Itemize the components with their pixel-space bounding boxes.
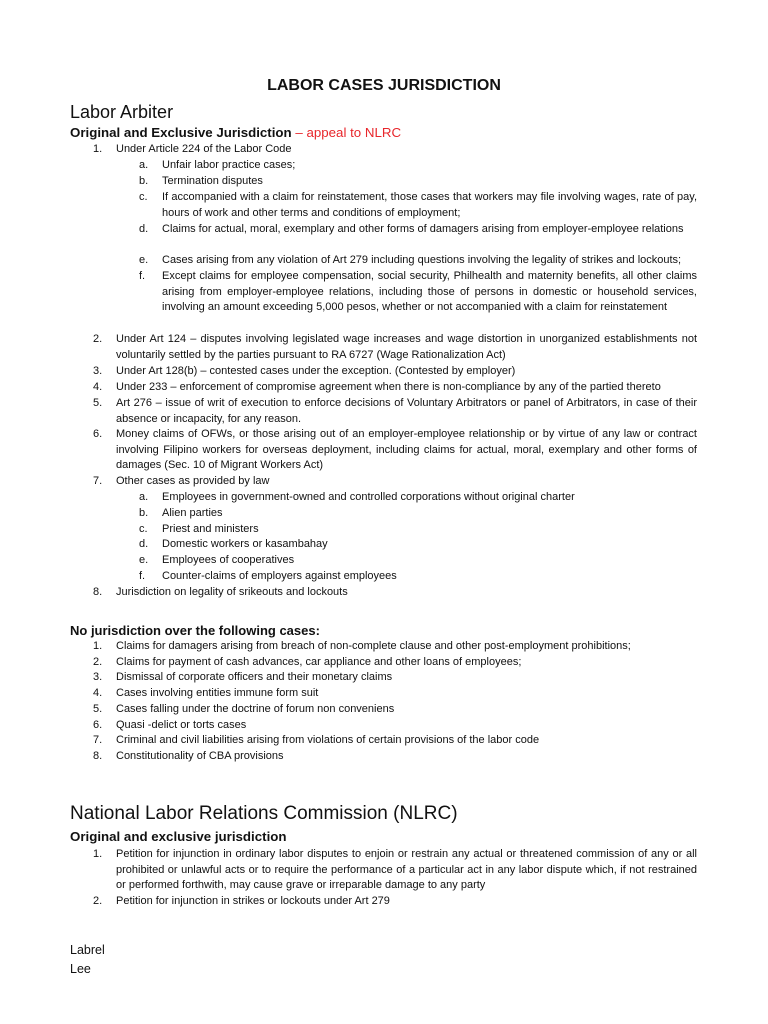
nlrc-heading: National Labor Relations Commission (NLRC) [70,803,458,824]
labor-arbiter-subheading [70,124,401,141]
item-text: Money claims of OFWs, or those arising out of an employer-employee relationship or by virtue of any law or contract involving Filipino workers for overseas deployment, including claims for actual, moral, exemplary and other forms of damages (Sec. 10 of Migrant Workers Act) [116,428,697,472]
item-number: 8. [93,586,103,598]
item-number: 4. [93,687,103,699]
item-text: Under Art 128(b) – contested cases under the exception. (Contested by employer) [116,365,516,377]
item-number: 6. [93,719,103,731]
item-text: Cases involving entities immune form suit [116,687,319,699]
item-number: 8. [93,750,103,762]
item-letter: b. [139,507,149,519]
item-text: Art 276 – issue of writ of execution to enforce decisions of Voluntary Arbitrators or panel of Arbitrators, in case of their absence or incapacity, for any reason. [116,397,697,425]
item-number: 7. [93,475,103,487]
item-number: 4. [93,381,103,393]
item-letter: a. [139,159,149,171]
subheading-text: Original and Exclusive Jurisdiction [70,125,292,140]
item-text: Petition for injunction in strikes or lockouts under Art 279 [116,895,390,907]
item-text: Employees of cooperatives [162,554,295,566]
item-number: 2. [93,656,103,668]
item-text: Under 233 – enforcement of compromise agreement when there is non-compliance by any of the partied thereto [116,381,661,393]
item-number: 6. [93,428,103,440]
appeal-note: – appeal to NLRC [291,125,402,140]
item-letter: d. [139,223,149,235]
item-letter: e. [139,554,149,566]
item-number: 1. [93,143,103,155]
item-text: Claims for actual, moral, exemplary and other forms of damagers arising from employer-employee relations [162,223,684,235]
item-letter: c. [139,523,148,535]
item-text: Priest and ministers [162,523,259,535]
item-text: Except claims for employee compensation, social security, Philhealth and maternity benefits, all other claims arising from employer-employee relations, including those of persons in domestic or household services, involving an amount exceeding 5,000 pesos, whether or not accompanied with a claim for reinstatement [162,270,697,314]
item-number: 3. [93,365,103,377]
item-text: Cases falling under the doctrine of forum non conveniens [116,703,395,715]
item-text: Claims for payment of cash advances, car appliance and other loans of employees; [116,656,522,668]
item-text: Under Article 224 of the Labor Code [116,143,292,155]
item-number: 2. [93,895,103,907]
item-number: 2. [93,333,103,345]
item-text: Domestic workers or kasambahay [162,538,328,550]
item-number: 1. [93,848,103,860]
item-text: Constitutionality of CBA provisions [116,750,284,762]
item-text: Claims for damagers arising from breach of non-complete clause and other post-employment prohibitions; [116,640,631,652]
labor-arbiter-heading: Labor Arbiter [70,102,174,122]
item-text: Employees in government-owned and controlled corporations without original charter [162,491,575,503]
item-text: Petition for injunction in ordinary labor disputes to enjoin or restrain any actual or threatened commission of any or all prohibited or unlawful acts or to require the performance of a particular act in any labor dispute which, if not restrained or performed forthwith, may cause grave or irreparable damage to any party [116,848,697,892]
item-text: Alien parties [162,507,223,519]
item-number: 5. [93,397,103,409]
item-letter: b. [139,175,149,187]
document-title: LABOR CASES JURISDICTION [267,77,501,94]
item-text: Other cases as provided by law [116,475,270,487]
item-text: Termination disputes [162,175,263,187]
item-text: Under Art 124 – disputes involving legislated wage increases and wage distortion in unorganized establishments not voluntarily settled by the parties pursuant to RA 6727 (Wage Rationalization Act) [116,333,697,361]
item-number: 3. [93,671,103,683]
item-letter: e. [139,254,149,266]
item-text: Quasi -delict or torts cases [116,719,247,731]
item-letter: c. [139,191,148,203]
item-letter: f. [139,270,146,282]
nlrc-subheading: Original and exclusive jurisdiction [70,829,287,844]
author-last-name: Lee [70,962,91,976]
no-jurisdiction-heading: No jurisdiction over the following cases: [70,623,320,638]
item-text: Cases arising from any violation of Art 279 including questions involving the legality of strikes and lockouts; [162,254,682,266]
item-text: Counter-claims of employers against employees [162,570,397,582]
item-text: Jurisdiction on legality of srikeouts and lockouts [116,586,348,598]
item-text: Unfair labor practice cases; [162,159,296,171]
item-text: Criminal and civil liabilities arising from violations of certain provisions of the labor code [116,734,540,746]
item-number: 5. [93,703,103,715]
item-letter: d. [139,538,149,550]
author-first-name: Labrel [70,943,105,957]
item-number: 7. [93,734,103,746]
item-letter: f. [139,570,146,582]
item-text: If accompanied with a claim for reinstatement, those cases that workers may file involving wages, rate of pay, hours of work and other terms and conditions of employment; [162,191,697,219]
item-number: 1. [93,640,103,652]
item-letter: a. [139,491,149,503]
item-text: Dismissal of corporate officers and their monetary claims [116,671,393,683]
